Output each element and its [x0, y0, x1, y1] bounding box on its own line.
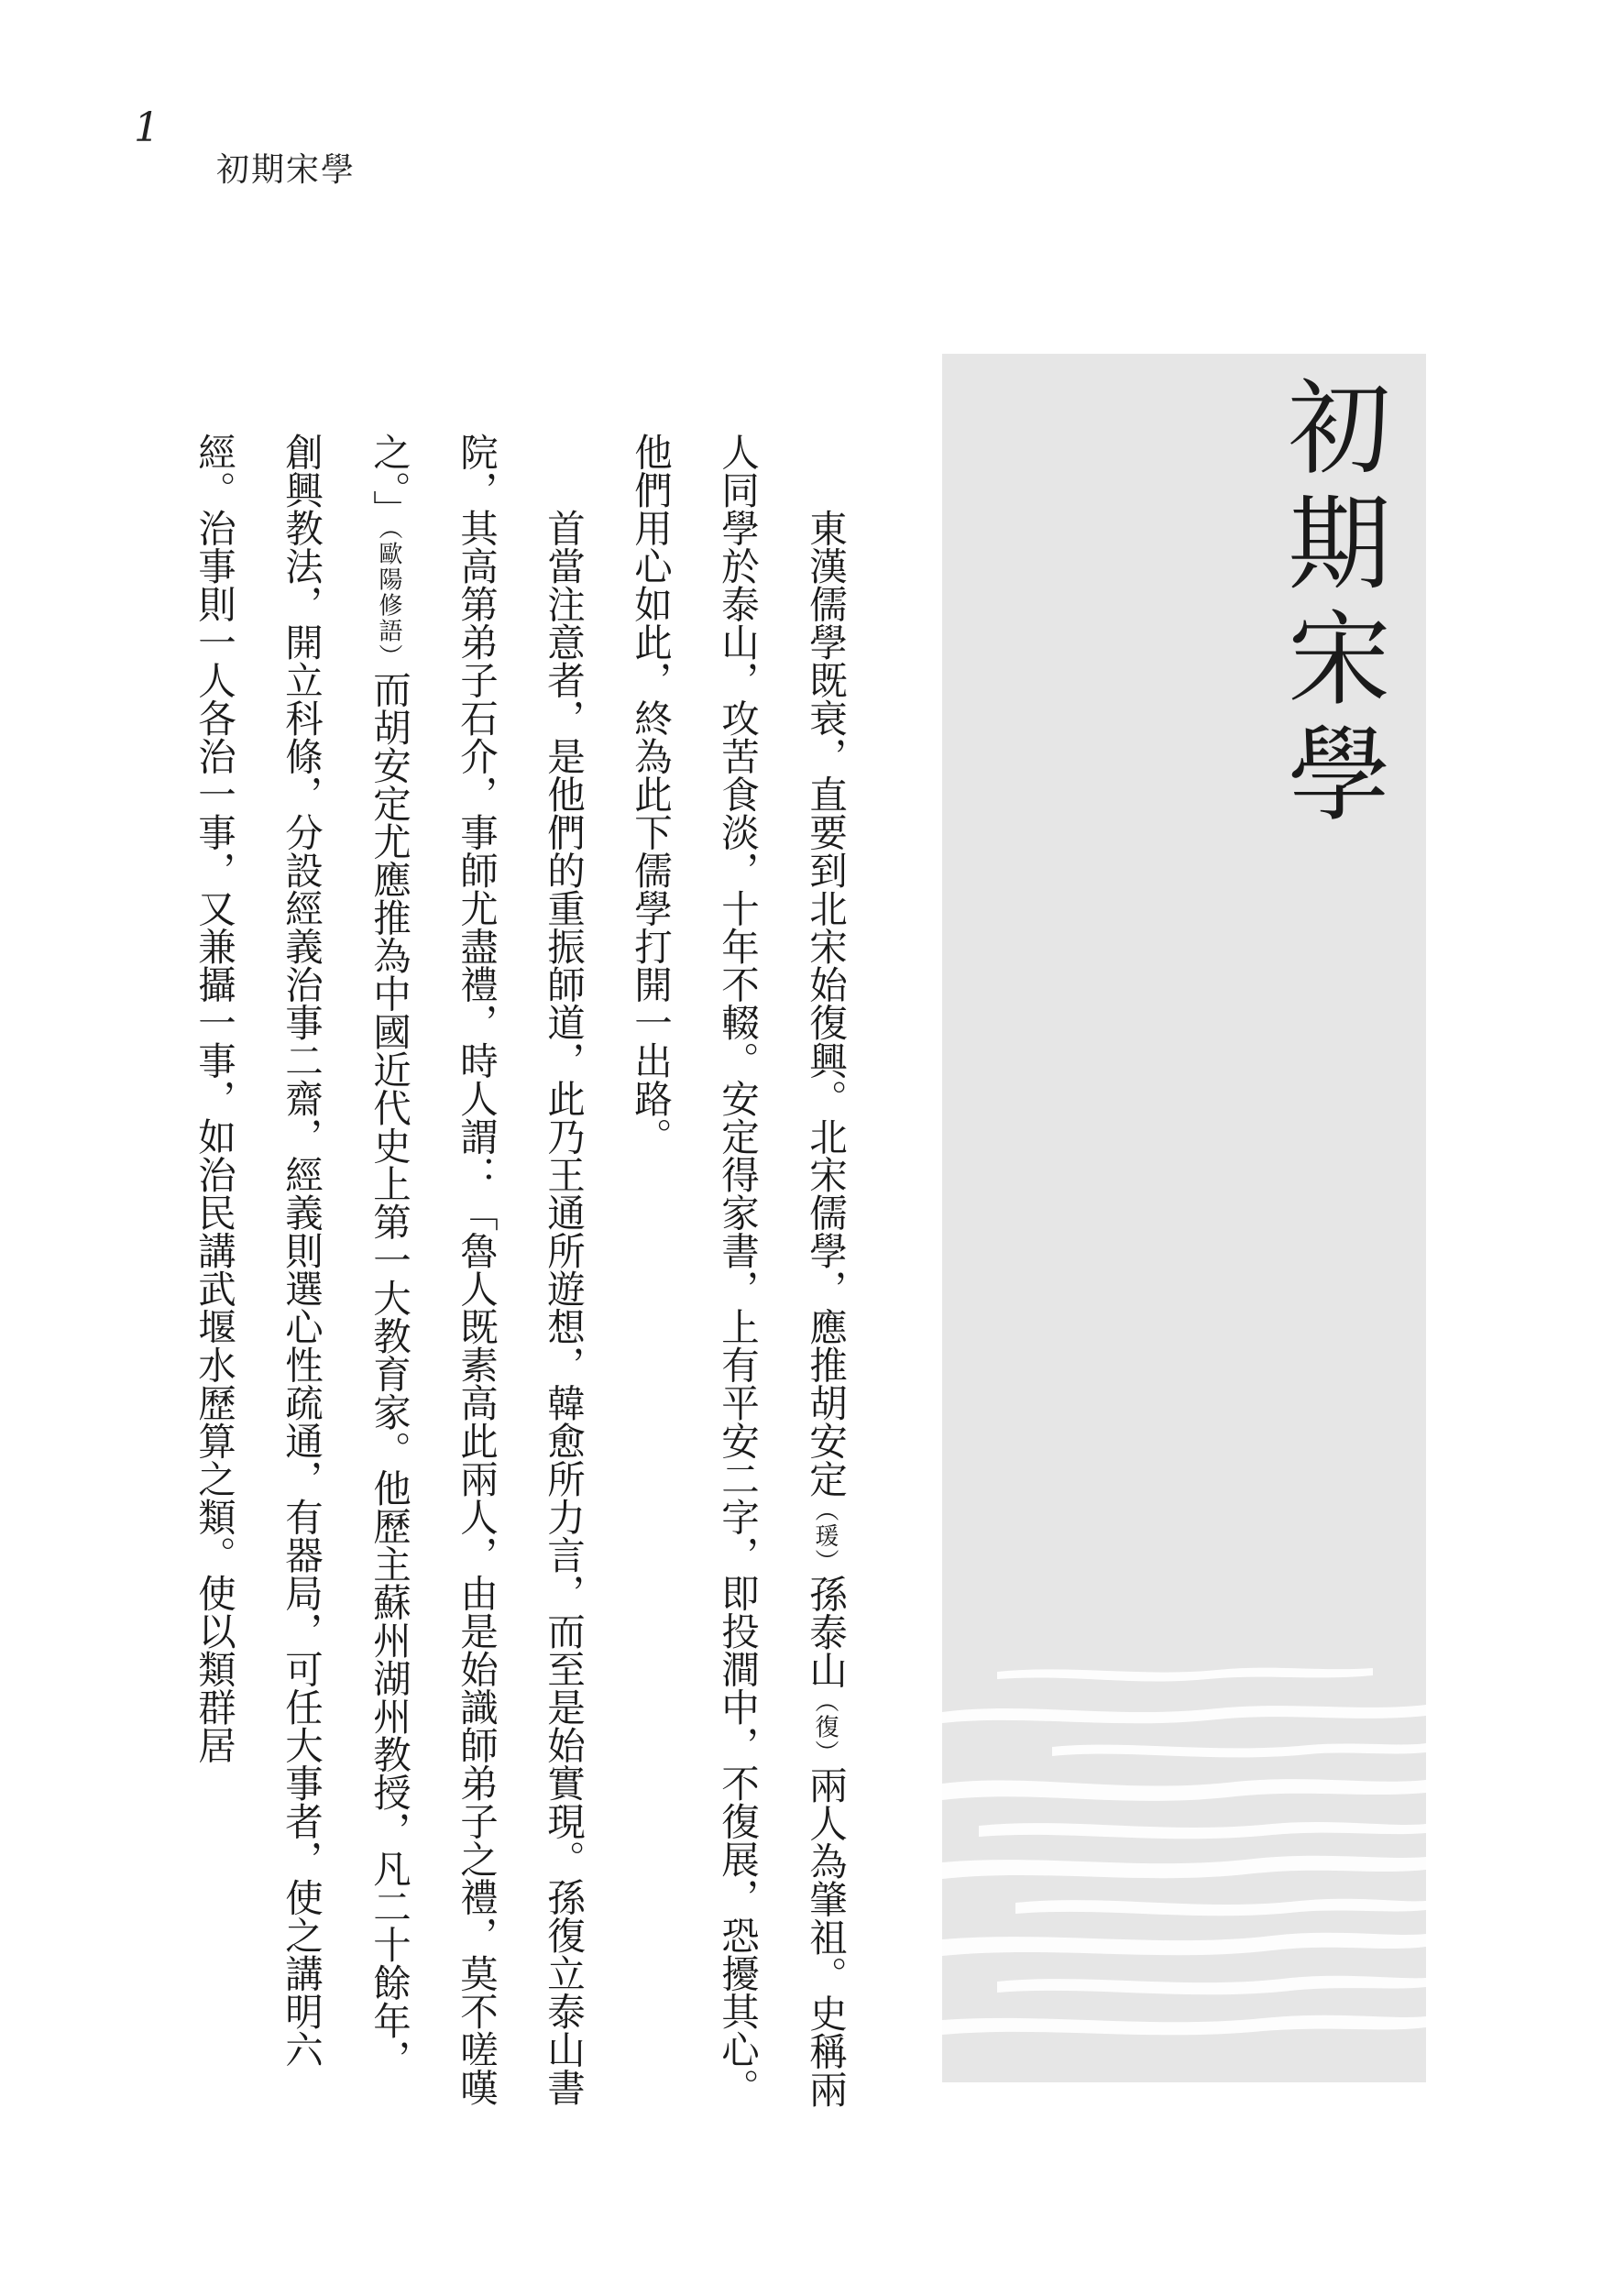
paragraph-1-text-b: 孫泰山 [803, 1575, 848, 1689]
paragraph-1-note-b: （復） [811, 1688, 839, 1766]
body-text [192, 433, 869, 2110]
paragraph-1 [607, 433, 869, 2110]
paragraph-1-text-a: 東漢儒學既衰，直要到北宋始復興。北宋儒學，應推胡安定 [803, 509, 848, 1498]
chapter-title: 初期宋學 [1271, 374, 1390, 836]
running-head: 初期宋學 [216, 151, 357, 189]
paragraph-1-note-a: （瑗） [811, 1498, 839, 1575]
paragraph-1-text-c: 兩人為肇祖。史稱兩人同學於泰山，攻苦食淡，十年不輟。安定得家書，上有平安二字，即投澗中，不復展，恐擾其心。他們用心如此，終為此下儒學打開一出路。 [628, 433, 848, 2108]
page-number: 1 [134, 104, 159, 151]
paragraph-2-note-a: （歐陽修語） [375, 527, 402, 670]
paragraph-2-text-a: 首當注意者，是他們的重振師道，此乃王通所遊想，韓愈所力言，而至是始實現。孫復立泰山書院，其高第弟子石介，事師尤盡禮，時人謂：「魯人既素高此兩人，由是始識師弟子之禮，莫不嗟嘆之。」 [367, 433, 586, 2106]
paragraph-2-text-b: 而胡安定尤應推為中國近代史上第一大教育家。他歷主蘇州湖州教授，凡二十餘年，創興教法，開立科條，分設經義治事二齋，經義則選心性疏通，有器局，可任大事者，使之講明六經。治事則一人各治一事，又兼攝一事，如治民講武堰水歷算之類。使以類群居 [192, 433, 411, 2078]
paragraph-2 [170, 433, 607, 2110]
